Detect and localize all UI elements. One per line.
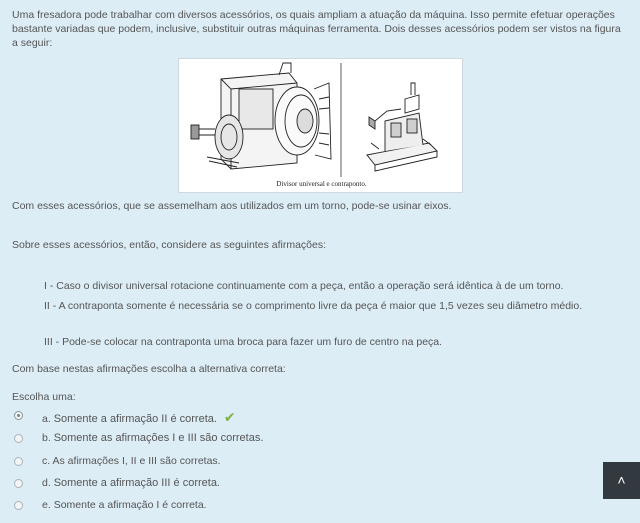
option-c-text: As afirmações I, II e III são corretas. <box>52 455 221 467</box>
paragraph-afirmacoes: Sobre esses acessórios, então, considere as seguintes afirmações: <box>12 239 327 251</box>
option-c-letter: c. <box>42 455 51 467</box>
radio-option-a[interactable] <box>14 411 23 420</box>
option-e-text: Somente a afirmação I é correta. <box>53 499 207 511</box>
option-e-letter: e. <box>42 499 51 511</box>
paragraph-eixos: Com esses acessórios, que se assemelham aos utilizados em um torno, pode-se usinar eixos. <box>12 200 452 212</box>
option-d-text: Somente a afirmação III é correta. <box>53 477 220 489</box>
paragraph-instrucao: Com base nestas afirmações escolha a alternativa correta: <box>12 363 286 375</box>
accessories-drawing <box>179 59 464 194</box>
option-a-letter: a. <box>42 413 51 425</box>
chevron-up-icon: ˄ <box>617 472 626 488</box>
radio-option-b[interactable] <box>14 434 23 443</box>
figure-divisor-contraponto <box>178 58 463 193</box>
statement-3: III - Pode-se colocar na contraponta uma broca para fazer um furo de centro na peça. <box>44 336 443 348</box>
question-intro: Uma fresadora pode trabalhar com diversos acessórios, os quais ampliam a atuação da máquina. Isso permite efetuar operações bastante variadas que podem, inclusive, substituir outras máquinas ferramenta. Dois desses acessórios podem ser vistos na figura a seguir: <box>12 9 621 49</box>
option-b-text: Somente as afirmações I e III são corretas. <box>53 432 264 444</box>
radio-option-e[interactable] <box>14 501 23 510</box>
choose-label: Escolha uma: <box>12 391 76 403</box>
check-icon: ✔ <box>223 409 236 425</box>
radio-option-d[interactable] <box>14 479 23 488</box>
figure-caption: Divisor universal e contraponto. <box>276 180 367 188</box>
option-d-letter: d. <box>42 477 51 489</box>
tailstock-drawing <box>367 83 437 171</box>
radio-option-c[interactable] <box>14 457 23 466</box>
universal-divider-drawing <box>191 63 331 169</box>
option-a-text: Somente a afirmação II é correta. <box>53 413 217 425</box>
option-b-letter: b. <box>42 432 51 444</box>
statement-2: II - A contraponta somente é necessária se o comprimento livre da peça é maior que 1,5 vezes seu diâmetro médio. <box>44 300 583 312</box>
scroll-top-button[interactable] <box>603 462 640 499</box>
statement-1: I - Caso o divisor universal rotacione continuamente com a peça, então a operação será idêntica à de um torno. <box>44 280 564 292</box>
